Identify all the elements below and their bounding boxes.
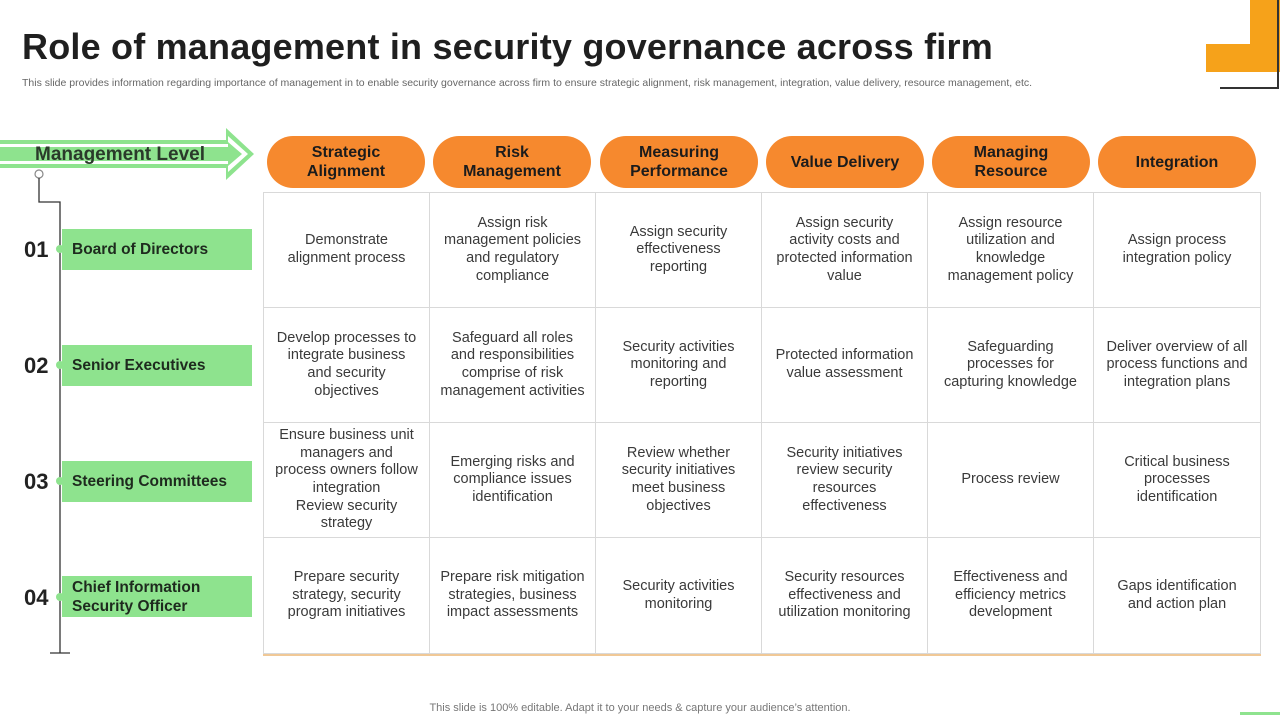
table-cell: Critical business processes identification — [1093, 422, 1261, 538]
table-cell: Demonstrate alignment process — [263, 192, 430, 308]
table-cell: Safeguarding processes for capturing knowledge — [927, 307, 1094, 423]
corner-decoration-lines — [1220, 0, 1280, 90]
table-cell: Protected information value assessment — [761, 307, 928, 423]
management-level-label: Management Level — [35, 144, 205, 165]
corner-accent — [1240, 712, 1280, 715]
table-cell: Effectiveness and efficiency metrics development — [927, 537, 1094, 654]
level-number: 03 — [24, 469, 49, 494]
table-cell: Review whether security initiatives meet business objectives — [595, 422, 762, 538]
table-cell: Prepare risk mitigation strategies, business impact assessments — [429, 537, 596, 654]
page-title: Role of management in security governance across firm — [22, 26, 993, 67]
column-header-strategic-alignment: Strategic Alignment — [267, 136, 425, 188]
level-number: 04 — [24, 585, 49, 610]
column-header-value-delivery: Value Delivery — [766, 136, 924, 188]
table-cell: Emerging risks and compliance issues identification — [429, 422, 596, 538]
column-header-integration: Integration — [1098, 136, 1256, 188]
level-steering-committees — [62, 461, 252, 502]
table-cell: Assign resource utilization and knowledge management policy — [927, 192, 1094, 308]
table-cell: Prepare security strategy, security program initiatives — [263, 537, 430, 654]
table-cell: Assign security effectiveness reporting — [595, 192, 762, 308]
level-label: Chief Information Security Officer — [72, 578, 201, 615]
level-label: Board of Directors — [72, 241, 209, 258]
table-cell: Gaps identification and action plan — [1093, 537, 1261, 654]
table-cell: Assign process integration policy — [1093, 192, 1261, 308]
table-cell: Deliver overview of all process functions and integration plans — [1093, 307, 1261, 423]
column-header-risk-management: Risk Management — [433, 136, 591, 188]
level-ciso — [62, 576, 252, 617]
level-senior-executives — [62, 345, 252, 386]
table-cell: Security initiatives review security resources effectiveness — [761, 422, 928, 538]
footer-note: This slide is 100% editable. Adapt it to your needs & capture your audience’s attention. — [429, 702, 851, 714]
table-cell: Assign security activity costs and protected information value — [761, 192, 928, 308]
column-header-managing-resource: Managing Resource — [932, 136, 1090, 188]
level-board-of-directors — [62, 229, 252, 270]
level-number: 01 — [24, 237, 49, 262]
responsibility-table — [263, 192, 1261, 656]
table-cell: Develop processes to integrate business and security objectives — [263, 307, 430, 423]
table-cell: Safeguard all roles and responsibilities comprise of risk management activities — [429, 307, 596, 423]
level-label: Steering Committees — [72, 473, 228, 490]
level-number: 02 — [24, 353, 49, 378]
table-cell: Security activities monitoring — [595, 537, 762, 654]
page-subtitle: This slide provides information regarding importance of management in to enable security governance across firm to ensure strategic alignment, risk management, integration, value delivery, resource management, etc. — [22, 77, 1033, 89]
column-header-measuring-performance: Measuring Performance — [600, 136, 758, 188]
level-label: Senior Executives — [72, 357, 206, 374]
table-cell: Security resources effectiveness and utilization monitoring — [761, 537, 928, 654]
table-cell: Security activities monitoring and reporting — [595, 307, 762, 423]
table-cell: Ensure business unit managers and process owners follow integration Review security strategy — [263, 422, 430, 538]
table-cell: Process review — [927, 422, 1094, 538]
table-cell: Assign risk management policies and regulatory compliance — [429, 192, 596, 308]
